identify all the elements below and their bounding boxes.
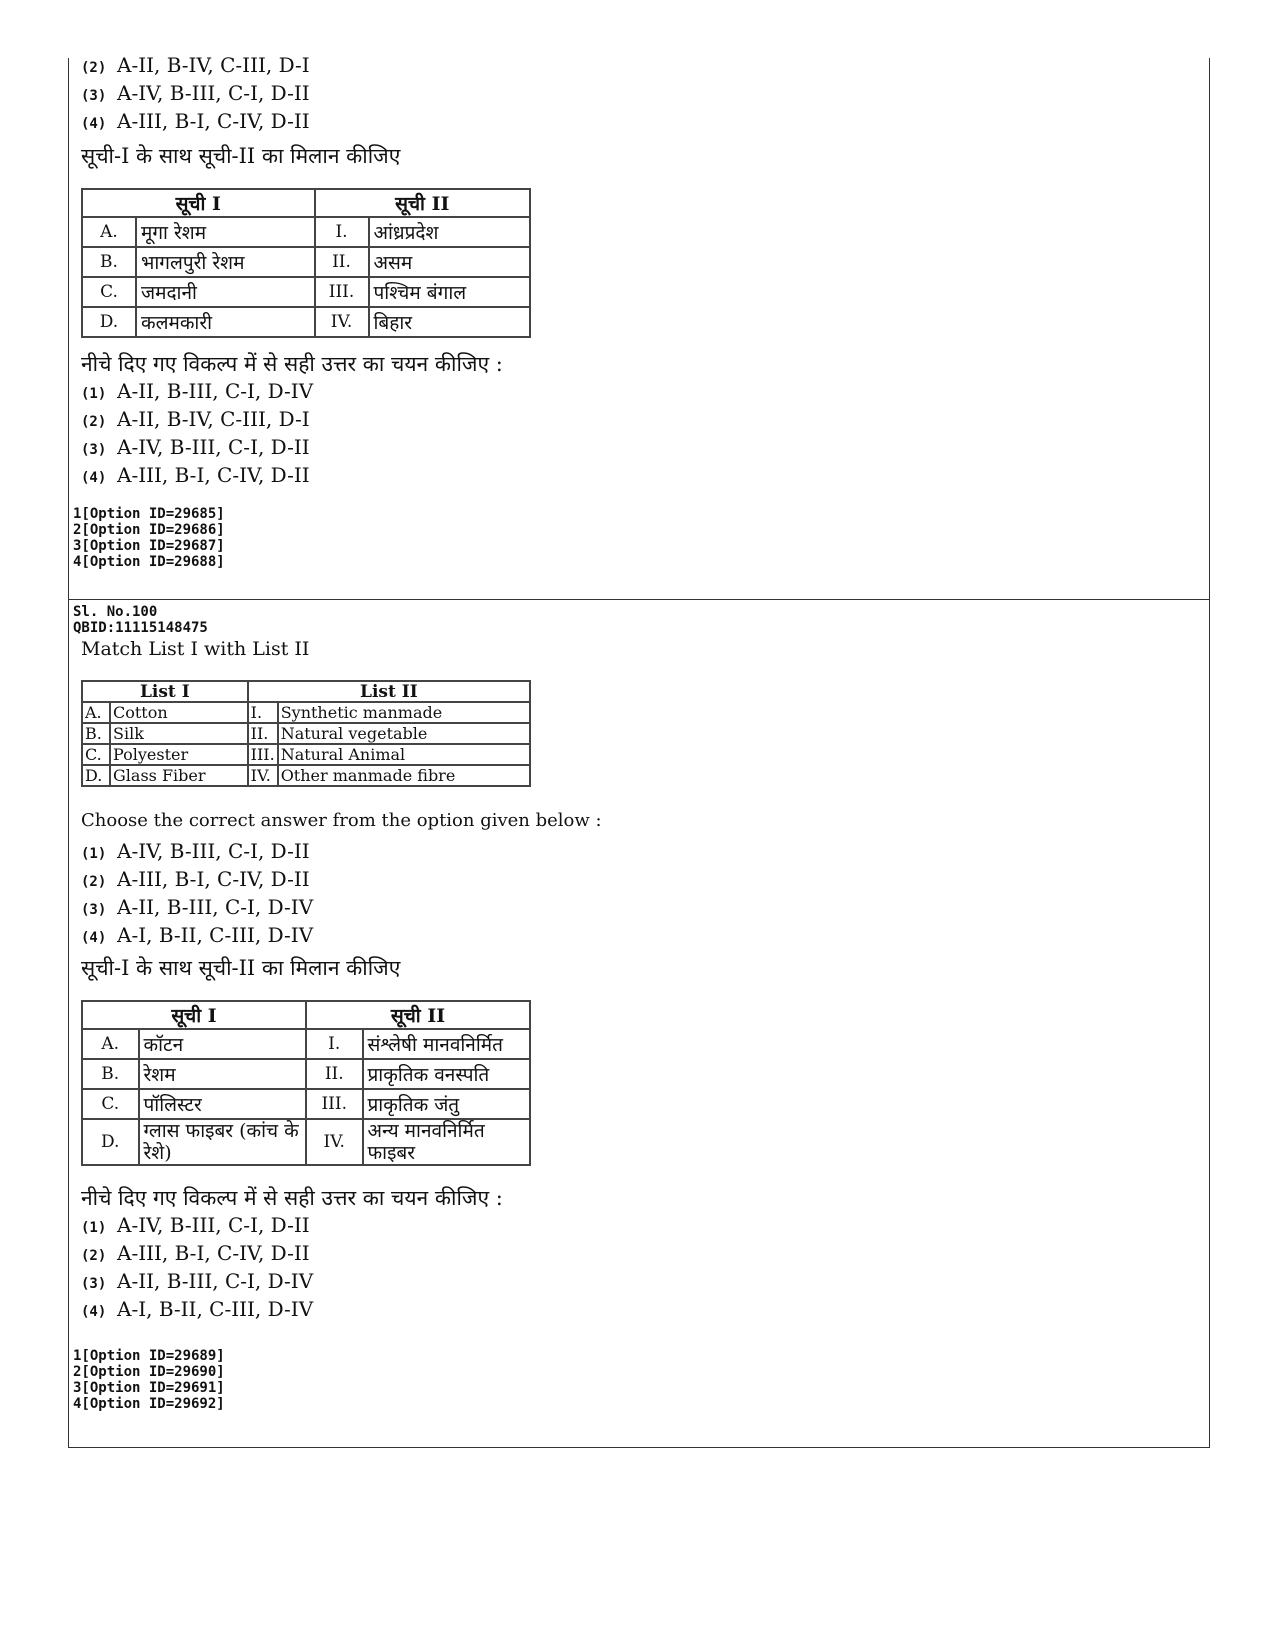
q100-en-option-4: (4) A-I, B-II, C-III, D-IV [81,923,314,947]
q100-hindi-match-table [81,1000,531,1166]
table-header: सूची I [82,1001,306,1029]
q99-top-option-2: (2) A-II, B-IV, C-III, D-I [81,53,310,77]
q99-option-3: (3) A-IV, B-III, C-I, D-II [81,435,310,459]
option-id: 2[Option ID=29686] [73,522,225,538]
table-row: D. ग्लास फाइबर (कांच के रेशे) IV. अन्य मानवनिर्मित फाइबर [82,1119,530,1165]
q99-option-2: (2) A-II, B-IV, C-III, D-I [81,407,310,431]
serial-number: Sl. No.100 [73,604,158,620]
table-row: D. Glass Fiber IV. Other manmade fibre [82,765,530,786]
table-row: B. Silk II. Natural vegetable [82,723,530,744]
table-header: सूची I [82,189,315,217]
q100-en-option-1: (1) A-IV, B-III, C-I, D-II [81,839,310,863]
q99-top-option-3: (3) A-IV, B-III, C-I, D-II [81,81,310,105]
q100-hi-option-3: (3) A-II, B-III, C-I, D-IV [81,1269,314,1293]
table-row: C. पॉलिस्टर III. प्राकृतिक जंतु [82,1089,530,1119]
question-99-block [68,53,1210,600]
q99-choose-instruction: नीचे दिए गए विकल्प में से सही उत्तर का चयन कीजिए : [81,352,503,376]
table-header-row [82,1001,530,1029]
table-header: सूची II [306,1001,530,1029]
q99-hindi-heading: सूची-I के साथ सूची-II का मिलान कीजिए [81,144,401,168]
option-id: 4[Option ID=29688] [73,554,225,570]
q99-option-4: (4) A-III, B-I, C-IV, D-II [81,463,310,487]
q99-top-option-4: (4) A-III, B-I, C-IV, D-II [81,109,310,133]
q99-hindi-match-table [81,188,531,338]
table-header: List I [82,681,248,702]
table-row: A. कॉटन I. संश्लेषी मानवनिर्मित [82,1029,530,1059]
table-row: C. Polyester III. Natural Animal [82,744,530,765]
table-header: सूची II [315,189,530,217]
q100-en-option-3: (3) A-II, B-III, C-I, D-IV [81,895,314,919]
table-row: D. कलमकारी IV. बिहार [82,307,530,337]
option-id: 1[Option ID=29689] [73,1348,225,1364]
q100-english-match-table [81,680,531,787]
table-header-row [82,189,530,217]
qbid: QBID:11115148475 [73,620,208,636]
table-row: A. मूगा रेशम I. आंध्रप्रदेश [82,217,530,247]
q100-english-heading: Match List I with List II [81,638,310,660]
option-id: 2[Option ID=29690] [73,1364,225,1380]
q100-hindi-heading: सूची-I के साथ सूची-II का मिलान कीजिए [81,956,401,980]
q100-hi-option-1: (1) A-IV, B-III, C-I, D-II [81,1213,310,1237]
table-header: List II [248,681,530,702]
table-header-row [82,681,530,702]
option-id: 3[Option ID=29691] [73,1380,225,1396]
q100-en-option-2: (2) A-III, B-I, C-IV, D-II [81,867,310,891]
question-100-block [68,600,1210,1448]
q100-choose-instruction-hi: नीचे दिए गए विकल्प में से सही उत्तर का चयन कीजिए : [81,1186,503,1210]
table-row: B. रेशम II. प्राकृतिक वनस्पति [82,1059,530,1089]
table-row: B. भागलपुरी रेशम II. असम [82,247,530,277]
table-row: A. Cotton I. Synthetic manmade [82,702,530,723]
option-id: 3[Option ID=29687] [73,538,225,554]
option-id: 1[Option ID=29685] [73,506,225,522]
q100-choose-instruction-en: Choose the correct answer from the option given below : [81,810,602,831]
option-id: 4[Option ID=29692] [73,1396,225,1412]
q99-option-1: (1) A-II, B-III, C-I, D-IV [81,379,314,403]
q100-hi-option-2: (2) A-III, B-I, C-IV, D-II [81,1241,310,1265]
table-row: C. जमदानी III. पश्चिम बंगाल [82,277,530,307]
q100-hi-option-4: (4) A-I, B-II, C-III, D-IV [81,1297,314,1321]
